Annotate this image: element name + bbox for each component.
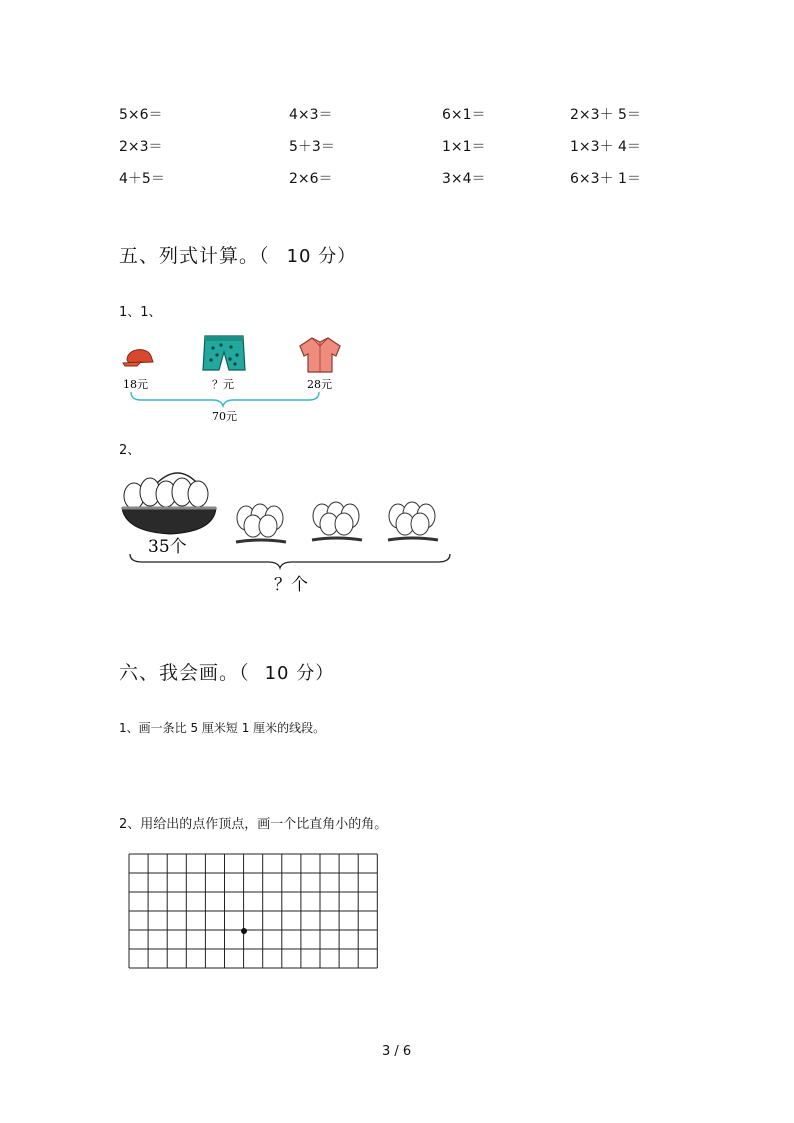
question-6-2: 2、用给出的点作顶点，画一个比直角小的角。 <box>119 817 388 832</box>
total-label: 70元 <box>212 410 237 423</box>
cap-icon <box>123 350 153 366</box>
egg-group <box>236 504 286 542</box>
shirt-icon <box>300 338 340 372</box>
calc-item: 6×3＋ 1＝ <box>570 171 641 187</box>
section-6-points: 10 分） <box>264 663 335 684</box>
total-brace <box>131 392 319 406</box>
question-6-1: 1、画一条比 5 厘米短 1 厘米的线段。 <box>119 721 326 735</box>
calc-item: 2×3＝ <box>119 139 163 155</box>
calc-item: 1×1＝ <box>442 139 486 155</box>
calc-item: 5＋3＝ <box>289 139 335 155</box>
price-label-shorts: ？元 <box>212 378 234 391</box>
vertex-point[interactable] <box>241 928 247 934</box>
calc-item: 2×3＋ 5＝ <box>570 107 641 123</box>
section-5-points: 10 分） <box>286 246 357 267</box>
question-5-2-label: 2、 <box>119 443 141 458</box>
calc-item: 3×4＝ <box>442 171 486 187</box>
section-5-title <box>119 241 356 268</box>
calc-item: 5×6＝ <box>119 107 163 123</box>
page-number: 3 / 6 <box>382 1044 412 1059</box>
shorts-icon <box>203 336 245 370</box>
calc-item: 6×1＝ <box>442 107 486 123</box>
egg-figure <box>118 466 468 600</box>
question-5-1-label: 1、1、 <box>119 305 162 320</box>
section-5-title-text: 五、列式计算。（ <box>119 245 270 267</box>
price-figure <box>115 328 355 428</box>
egg-total-label: ？个 <box>274 575 308 595</box>
calc-item: 2×6＝ <box>289 171 333 187</box>
section-6-title <box>119 658 334 685</box>
price-label-shirt: 28元 <box>307 378 332 391</box>
calc-item: 1×3＋ 4＝ <box>570 139 641 155</box>
calc-item: 4×3＝ <box>289 107 333 123</box>
basket-icon <box>122 473 216 534</box>
basket-count-label: 35个 <box>148 537 187 557</box>
section-6-title-text: 六、我会画。（ <box>119 662 250 684</box>
drawing-grid[interactable] <box>128 853 380 971</box>
price-label-cap: 18元 <box>123 378 148 391</box>
egg-group <box>388 502 438 540</box>
egg-group <box>312 502 362 540</box>
calc-item: 4＋5＝ <box>119 171 165 187</box>
